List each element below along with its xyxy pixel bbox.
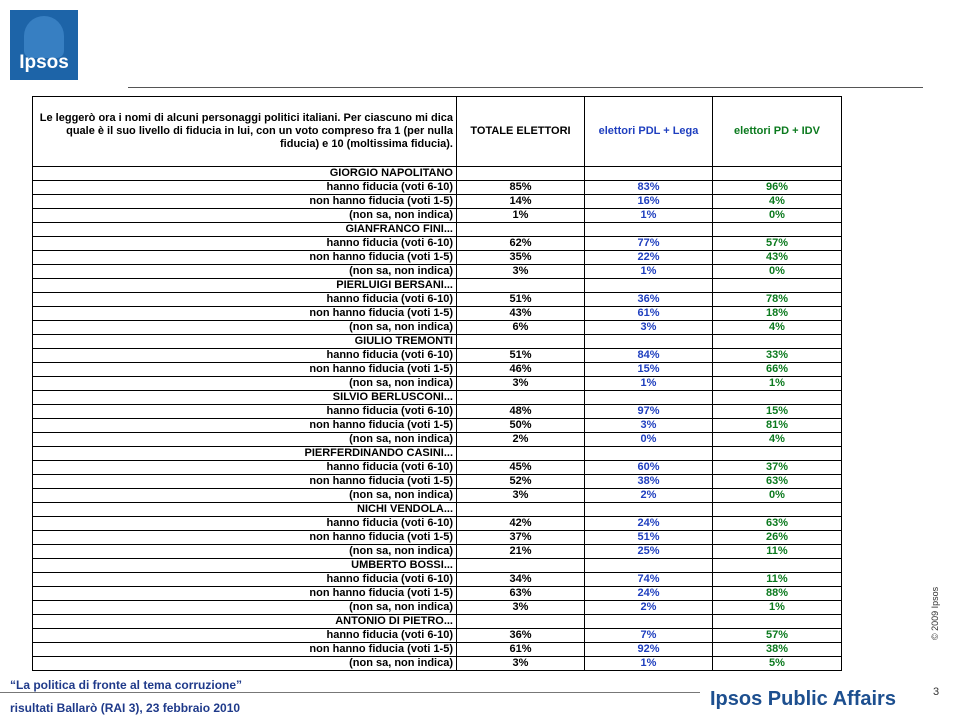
row-label: non hanno fiducia (voti 1-5) [33, 643, 457, 657]
value-cell: 51% [457, 293, 585, 307]
group-row [33, 391, 842, 405]
empty-cell [457, 167, 585, 181]
value-cell: 15% [585, 363, 713, 377]
value-cell: 4% [713, 321, 842, 335]
empty-cell [713, 615, 842, 629]
value-cell: 43% [457, 307, 585, 321]
empty-cell [713, 447, 842, 461]
row-label: (non sa, non indica) [33, 601, 457, 615]
table-row [33, 433, 842, 447]
empty-cell [457, 559, 585, 573]
politician-name: ANTONIO DI PIETRO... [33, 615, 457, 629]
value-cell: 51% [585, 531, 713, 545]
value-cell: 15% [713, 405, 842, 419]
empty-cell [457, 447, 585, 461]
row-label: non hanno fiducia (voti 1-5) [33, 195, 457, 209]
table-row [33, 643, 842, 657]
group-row [33, 223, 842, 237]
value-cell: 61% [585, 307, 713, 321]
group-row [33, 335, 842, 349]
table-row [33, 321, 842, 335]
table-row [33, 573, 842, 587]
value-cell: 2% [585, 601, 713, 615]
value-cell: 37% [713, 461, 842, 475]
row-label: hanno fiducia (voti 6-10) [33, 181, 457, 195]
group-row [33, 447, 842, 461]
empty-cell [457, 223, 585, 237]
politician-name: PIERFERDINANDO CASINI... [33, 447, 457, 461]
value-cell: 3% [457, 601, 585, 615]
value-cell: 35% [457, 251, 585, 265]
empty-cell [713, 503, 842, 517]
table-row [33, 419, 842, 433]
value-cell: 83% [585, 181, 713, 195]
empty-cell [585, 447, 713, 461]
value-cell: 18% [713, 307, 842, 321]
value-cell: 45% [457, 461, 585, 475]
value-cell: 24% [585, 517, 713, 531]
table-row [33, 237, 842, 251]
row-label: non hanno fiducia (voti 1-5) [33, 531, 457, 545]
group-row [33, 279, 842, 293]
value-cell: 63% [713, 475, 842, 489]
row-label: non hanno fiducia (voti 1-5) [33, 587, 457, 601]
row-label: hanno fiducia (voti 6-10) [33, 405, 457, 419]
column-header: elettori PD + IDV [713, 97, 842, 167]
row-label: non hanno fiducia (voti 1-5) [33, 475, 457, 489]
trust-table [32, 96, 842, 671]
row-label: hanno fiducia (voti 6-10) [33, 237, 457, 251]
row-label: (non sa, non indica) [33, 321, 457, 335]
table-row [33, 181, 842, 195]
value-cell: 5% [713, 657, 842, 671]
value-cell: 21% [457, 545, 585, 559]
footer-source: risultati Ballarò (RAI 3), 23 febbraio 2010 [10, 701, 241, 715]
column-header: TOTALE ELETTORI [457, 97, 585, 167]
group-row [33, 503, 842, 517]
value-cell: 1% [585, 265, 713, 279]
empty-cell [713, 559, 842, 573]
value-cell: 24% [585, 587, 713, 601]
empty-cell [713, 391, 842, 405]
row-label: (non sa, non indica) [33, 545, 457, 559]
footer-title: “La politica di fronte al tema corruzione” [10, 678, 243, 692]
value-cell: 3% [457, 265, 585, 279]
value-cell: 0% [713, 209, 842, 223]
row-label: non hanno fiducia (voti 1-5) [33, 307, 457, 321]
value-cell: 3% [457, 657, 585, 671]
table-row [33, 489, 842, 503]
empty-cell [457, 335, 585, 349]
value-cell: 2% [457, 433, 585, 447]
value-cell: 60% [585, 461, 713, 475]
value-cell: 1% [457, 209, 585, 223]
value-cell: 57% [713, 237, 842, 251]
row-label: hanno fiducia (voti 6-10) [33, 517, 457, 531]
table-row [33, 363, 842, 377]
empty-cell [457, 503, 585, 517]
copyright: © 2009 Ipsos [930, 586, 940, 640]
value-cell: 36% [585, 293, 713, 307]
table-row [33, 587, 842, 601]
value-cell: 3% [585, 419, 713, 433]
value-cell: 66% [713, 363, 842, 377]
table-row [33, 209, 842, 223]
row-label: non hanno fiducia (voti 1-5) [33, 251, 457, 265]
table-row [33, 461, 842, 475]
group-row [33, 167, 842, 181]
value-cell: 7% [585, 629, 713, 643]
question-text: Le leggerò ora i nomi di alcuni personaggi politici italiani. Per ciascuno mi dica quale è il suo livello di fiducia in lui, con un voto compreso fra 1 (per nulla fiducia) e 10 (moltissima fiducia). [33, 97, 457, 167]
value-cell: 3% [457, 489, 585, 503]
empty-cell [713, 279, 842, 293]
value-cell: 88% [713, 587, 842, 601]
row-label: (non sa, non indica) [33, 209, 457, 223]
table-row [33, 349, 842, 363]
politician-name: GIULIO TREMONTI [33, 335, 457, 349]
value-cell: 11% [713, 573, 842, 587]
value-cell: 4% [713, 433, 842, 447]
brand-name: Ipsos Public Affairs [710, 688, 896, 710]
value-cell: 4% [713, 195, 842, 209]
politician-name: UMBERTO BOSSI... [33, 559, 457, 573]
empty-cell [585, 335, 713, 349]
value-cell: 1% [585, 377, 713, 391]
table-row [33, 195, 842, 209]
ipsos-logo [10, 10, 78, 80]
empty-cell [585, 223, 713, 237]
value-cell: 50% [457, 419, 585, 433]
politician-name: NICHI VENDOLA... [33, 503, 457, 517]
table-row [33, 475, 842, 489]
empty-cell [457, 615, 585, 629]
row-label: hanno fiducia (voti 6-10) [33, 293, 457, 307]
row-label: (non sa, non indica) [33, 433, 457, 447]
empty-cell [713, 167, 842, 181]
column-header: elettori PDL + Lega [585, 97, 713, 167]
politician-name: GIANFRANCO FINI... [33, 223, 457, 237]
logo-text: Ipsos [19, 52, 69, 73]
value-cell: 22% [585, 251, 713, 265]
politician-name: SILVIO BERLUSCONI... [33, 391, 457, 405]
value-cell: 46% [457, 363, 585, 377]
value-cell: 78% [713, 293, 842, 307]
group-row [33, 559, 842, 573]
value-cell: 38% [585, 475, 713, 489]
table-row [33, 601, 842, 615]
value-cell: 62% [457, 237, 585, 251]
value-cell: 1% [713, 377, 842, 391]
table-row [33, 657, 842, 671]
table-row [33, 307, 842, 321]
table-row [33, 405, 842, 419]
value-cell: 0% [585, 433, 713, 447]
value-cell: 25% [585, 545, 713, 559]
row-label: hanno fiducia (voti 6-10) [33, 349, 457, 363]
value-cell: 16% [585, 195, 713, 209]
value-cell: 48% [457, 405, 585, 419]
table-row [33, 629, 842, 643]
table-row [33, 293, 842, 307]
value-cell: 85% [457, 181, 585, 195]
value-cell: 38% [713, 643, 842, 657]
value-cell: 96% [713, 181, 842, 195]
value-cell: 81% [713, 419, 842, 433]
empty-cell [585, 279, 713, 293]
empty-cell [585, 391, 713, 405]
group-row [33, 615, 842, 629]
value-cell: 2% [585, 489, 713, 503]
empty-cell [585, 615, 713, 629]
empty-cell [713, 335, 842, 349]
value-cell: 92% [585, 643, 713, 657]
row-label: (non sa, non indica) [33, 377, 457, 391]
row-label: non hanno fiducia (voti 1-5) [33, 419, 457, 433]
value-cell: 6% [457, 321, 585, 335]
value-cell: 43% [713, 251, 842, 265]
value-cell: 97% [585, 405, 713, 419]
empty-cell [585, 559, 713, 573]
value-cell: 74% [585, 573, 713, 587]
politician-name: GIORGIO NAPOLITANO [33, 167, 457, 181]
empty-cell [457, 391, 585, 405]
value-cell: 63% [713, 517, 842, 531]
value-cell: 52% [457, 475, 585, 489]
value-cell: 0% [713, 265, 842, 279]
empty-cell [713, 223, 842, 237]
row-label: hanno fiducia (voti 6-10) [33, 629, 457, 643]
value-cell: 3% [457, 377, 585, 391]
value-cell: 0% [713, 489, 842, 503]
value-cell: 33% [713, 349, 842, 363]
value-cell: 26% [713, 531, 842, 545]
value-cell: 14% [457, 195, 585, 209]
value-cell: 84% [585, 349, 713, 363]
table-row [33, 265, 842, 279]
empty-cell [585, 503, 713, 517]
value-cell: 57% [713, 629, 842, 643]
row-label: (non sa, non indica) [33, 489, 457, 503]
page-number: 3 [933, 686, 940, 698]
header-row [33, 97, 842, 167]
table-row [33, 517, 842, 531]
table-row [33, 251, 842, 265]
value-cell: 1% [585, 657, 713, 671]
value-cell: 63% [457, 587, 585, 601]
header-divider [128, 87, 923, 88]
politician-name: PIERLUIGI BERSANI... [33, 279, 457, 293]
value-cell: 51% [457, 349, 585, 363]
value-cell: 34% [457, 573, 585, 587]
row-label: (non sa, non indica) [33, 657, 457, 671]
value-cell: 61% [457, 643, 585, 657]
table-row [33, 377, 842, 391]
value-cell: 36% [457, 629, 585, 643]
row-label: non hanno fiducia (voti 1-5) [33, 363, 457, 377]
value-cell: 77% [585, 237, 713, 251]
value-cell: 42% [457, 517, 585, 531]
table-row [33, 545, 842, 559]
value-cell: 37% [457, 531, 585, 545]
row-label: hanno fiducia (voti 6-10) [33, 461, 457, 475]
row-label: (non sa, non indica) [33, 265, 457, 279]
footer-divider [0, 692, 700, 693]
value-cell: 1% [713, 601, 842, 615]
value-cell: 3% [585, 321, 713, 335]
value-cell: 1% [585, 209, 713, 223]
empty-cell [457, 279, 585, 293]
table-row [33, 531, 842, 545]
value-cell: 11% [713, 545, 842, 559]
row-label: hanno fiducia (voti 6-10) [33, 573, 457, 587]
empty-cell [585, 167, 713, 181]
